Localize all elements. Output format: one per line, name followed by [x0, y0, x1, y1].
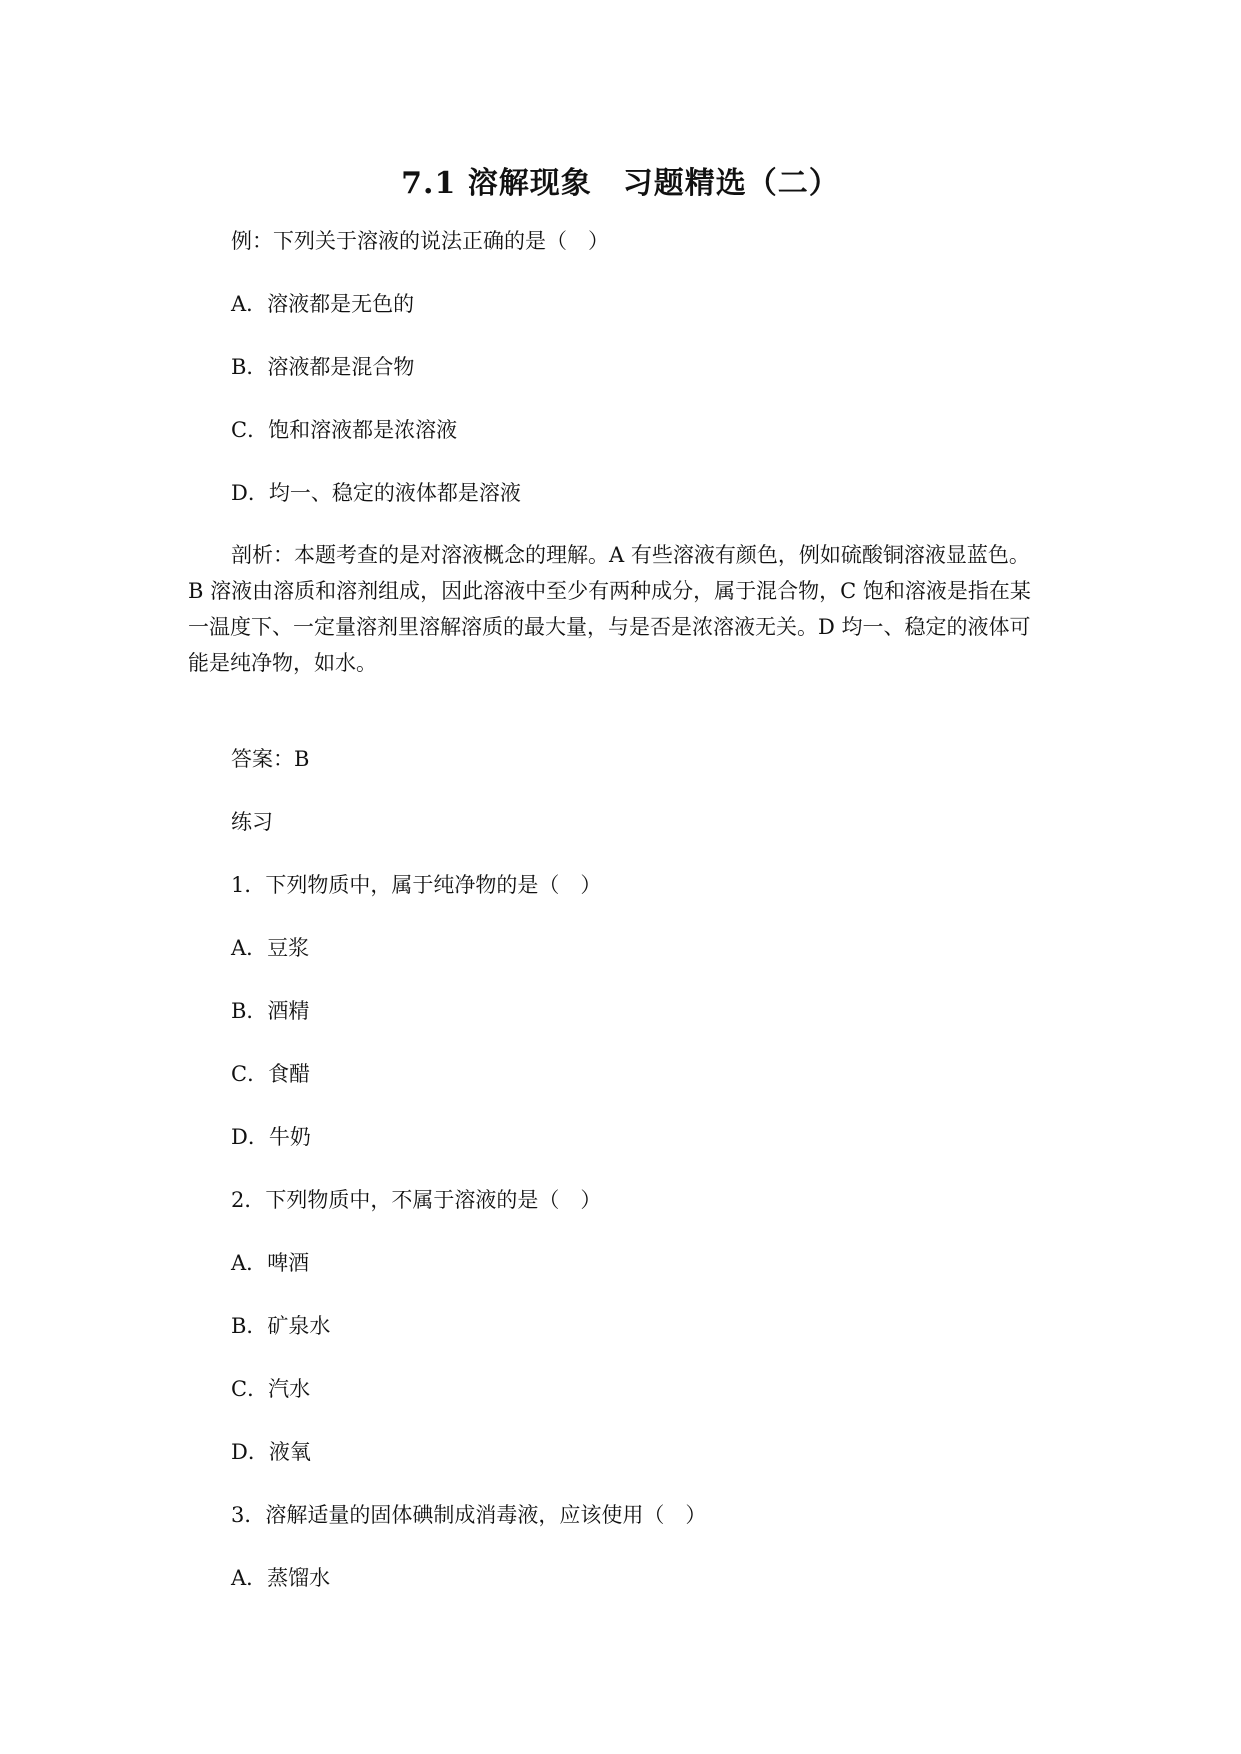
- analysis-line: 能是纯净物，如水。: [188, 651, 377, 675]
- page-title: 7.1 溶解现象 习题精选（二）: [401, 166, 840, 201]
- question-3-option-a: A．蒸馏水: [231, 1566, 331, 1590]
- question-3-stem: 3．溶解适量的固体碘制成消毒液，应该使用（ ）: [231, 1503, 707, 1527]
- question-2-option-a: A．啤酒: [231, 1251, 310, 1275]
- question-1-option-c: C．食醋: [231, 1062, 311, 1086]
- analysis-line: 剖析：本题考查的是对溶液概念的理解。A 有些溶液有颜色，例如硫酸铜溶液显蓝色。: [231, 543, 1030, 567]
- example-answer: 答案：B: [231, 747, 310, 771]
- question-1-option-b: B．酒精: [231, 999, 310, 1023]
- analysis-paragraph: [188, 537, 1054, 681]
- analysis-line: 一温度下、一定量溶剂里溶解溶质的最大量，与是否是浓溶液无关。D 均一、稳定的液体可: [188, 615, 1031, 639]
- example-option-a: A．溶液都是无色的: [231, 292, 415, 316]
- question-2-option-b: B．矿泉水: [231, 1314, 331, 1338]
- question-1-stem: 1．下列物质中，属于纯净物的是（ ）: [231, 873, 602, 897]
- example-option-c: C．饱和溶液都是浓溶液: [231, 418, 458, 442]
- example-option-d: D．均一、稳定的液体都是溶液: [231, 481, 521, 505]
- question-1-option-d: D．牛奶: [231, 1125, 311, 1149]
- question-2-option-c: C．汽水: [231, 1377, 311, 1401]
- analysis-line: B 溶液由溶质和溶剂组成，因此溶液中至少有两种成分，属于混合物，C 饱和溶液是指在某: [188, 579, 1031, 603]
- question-1-option-a: A．豆浆: [231, 936, 310, 960]
- practice-heading: 练习: [231, 810, 273, 834]
- question-2-option-d: D．液氧: [231, 1440, 311, 1464]
- question-2-stem: 2．下列物质中，不属于溶液的是（ ）: [231, 1188, 602, 1212]
- example-option-b: B．溶液都是混合物: [231, 355, 415, 379]
- example-question: 例：下列关于溶液的说法正确的是（ ）: [231, 229, 609, 253]
